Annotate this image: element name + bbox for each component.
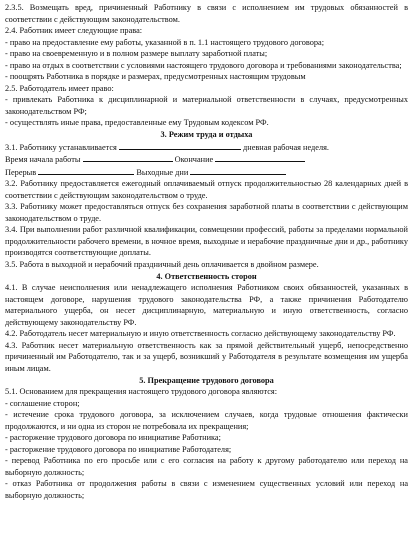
clause-5-1-item: - истечение срока трудового договора, за исключением случаев, когда трудовые отношения фактически продолжаются, и ни одна из сторон не потребовала их прекращения;: [5, 410, 408, 431]
clause-2-4-item: - право на отдых в соответствии с условиями настоящего трудового договора и требованиями законодательства;: [5, 60, 402, 70]
clause-2-4: 2.4. Работник имеет следующие права:: [5, 26, 143, 36]
clause-5-1-item: - перевод Работника по его просьбе или с его согласия на работу к другому работодателю или переход на выборную должность;: [5, 456, 408, 477]
clause-3-1-line1: [5, 141, 408, 154]
days-off-blank: [190, 166, 286, 175]
clause-2-4-item: - право на предоставление ему работы, указанной в п. 1.1 настоящего трудового договора;: [5, 37, 325, 47]
clause-2-5-item: - осуществлять иные права, предоставленные ему Трудовым кодексом РФ.: [5, 118, 269, 128]
clause-2-4-item: - право на своевременную и в полном размере выплату заработной платы;: [5, 49, 268, 59]
clause-2-3-5: 2.3.5. Возмещать вред, причиненный Работнику в связи с исполнением им трудовых обязанностей в соответствии с действующим законодательством.: [5, 3, 408, 24]
clause-2-4-item: - поощрять Работника в порядке и размерах, предусмотренных настоящим трудовым: [5, 72, 306, 82]
clause-5-1-item: - отказ Работника от продолжения работы в связи с изменением существенных условий или переход на выборную должность;: [5, 479, 408, 500]
clause-3-3: 3.3. Работнику может предоставляться отпуск без сохранения заработной платы в соответствии с действующим законодательством о труде.: [5, 202, 408, 223]
clause-2-5-item: - привлекать Работника к дисциплинарной и материальной ответственности в случаях, предусмотренных законодательством РФ;: [5, 95, 408, 116]
clause-5-1-item: - расторжение трудового договора по инициативе Работника;: [5, 433, 221, 443]
clause-2-5: 2.5. Работодатель имеет право:: [5, 83, 114, 93]
clause-3-4: 3.4. При выполнении работ различной квалификации, совмещении профессий, работы за пределами нормальной продолжительности рабочего времени, в ночное время, выходные и нерабочие праздничные дни и др., работнику производятся соответствующие доплаты.: [5, 225, 408, 258]
section-heading-4: 4. Ответственность сторон: [156, 271, 257, 281]
start-time-blank: [83, 153, 173, 162]
section-heading-5: 5. Прекращение трудового договора: [139, 375, 274, 385]
start-time-label: Время начала работы: [5, 155, 81, 165]
clause-3-1-line3: [5, 166, 408, 179]
break-blank: [38, 166, 134, 175]
clause-5-1: 5.1. Основанием для прекращения настоящего трудового договора являются:: [5, 387, 278, 397]
end-time-label: Окончание: [174, 155, 214, 165]
clause-4-1: 4.1. В случае неисполнения или ненадлежащего исполнения Работником своих обязанностей, указанных в настоящем договоре, нарушения трудового законодательства РФ, а также причинения Работодателю материального ущерба, он несет дисциплинарную, материальную и иную ответственность, согласно действующему законодательству РФ.: [5, 283, 408, 327]
workweek-blank: [119, 141, 241, 150]
clause-3-1-text: 3.1. Работнику устанавливается: [5, 142, 117, 152]
days-off-label: Выходные дни: [136, 167, 189, 177]
clause-3-1-line2: [5, 153, 408, 166]
clause-3-5: 3.5. Работа в выходной и нерабочий праздничный день оплачивается в двойном размере.: [5, 260, 319, 270]
end-time-blank: [215, 153, 305, 162]
clause-4-3: 4.3. Работник несет материальную ответственность как за прямой действительный ущерб, непосредственно причиненный им Работодателю, так и за ущерб, возникший у Работодателя в результате возмещения им ущерба иным лицам.: [5, 340, 408, 373]
clause-3-2: 3.2. Работнику предоставляется ежегодный оплачиваемый отпуск продолжительностью 28 календарных дней в соответствии с действующим законодательством о труде.: [5, 179, 408, 200]
clause-5-1-item: - расторжение трудового договора по инициативе Работодателя;: [5, 444, 232, 454]
section-heading-3: 3. Режим труда и отдыха: [160, 130, 253, 140]
clause-4-2: 4.2. Работодатель несет материальную и иную ответственность согласно действующему законодательству РФ.: [5, 329, 396, 339]
clause-3-1-text-end: дневная рабочая неделя.: [243, 142, 329, 152]
break-label: Перерыв: [5, 167, 37, 177]
clause-5-1-item: - соглашение сторон;: [5, 398, 80, 408]
